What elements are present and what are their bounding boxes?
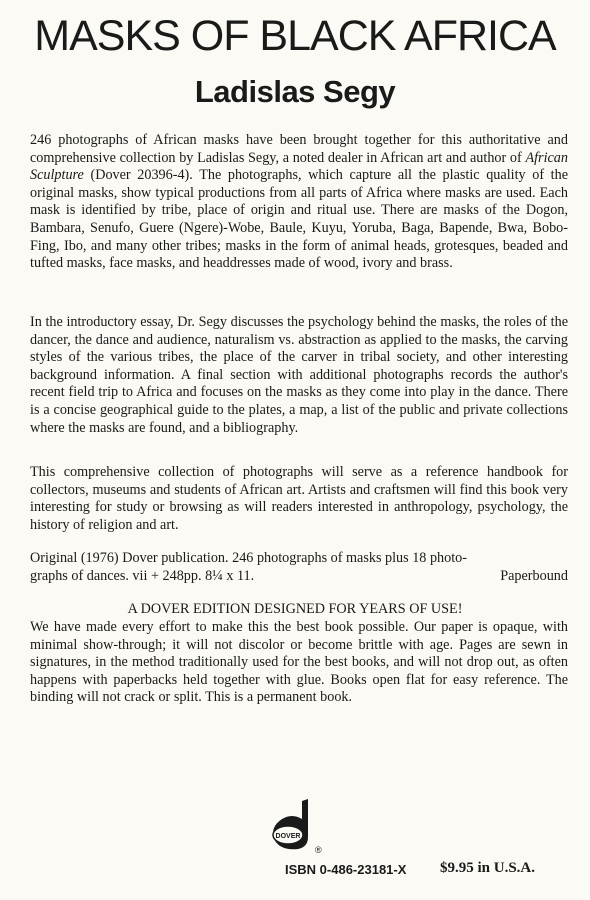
price: $9.95 in U.S.A.	[440, 860, 536, 876]
binding-type: Paperbound	[500, 567, 568, 584]
logo-text: DOVER	[275, 833, 301, 840]
publication-line-2: graphs of dances. vii + 248pp. 8¼ x 11.	[30, 567, 255, 584]
book-title: MASKS OF BLACK AFRICA	[34, 12, 556, 60]
registered-mark: ®	[315, 845, 322, 855]
dover-logo-icon	[268, 797, 330, 857]
isbn: ISBN 0-486-23181-X	[285, 862, 407, 877]
quality-paragraph: We have made every effort to make this the best book possible. Our paper is opaque, with minimal show-through; it will not discolor or become brittle with age. Pages are sewn in signatures, in the method traditionally used for the best books, and will not drop out, as often happens with paperbacks held together with glue. Books open flat for easy reference. The binding will not crack or split. This is a permanent book.	[30, 619, 568, 706]
description-paragraph	[30, 132, 568, 273]
author-name: Ladislas Segy	[194, 74, 396, 109]
description-text-end: (Dover 20396-4). The photographs, which capture all the plastic quality of the original masks, show typical productions from all parts of Africa where masks are used. Each mask is identified by tribe, place of origin and ritual use. There are masks of the Dogon, Bambara, Senufo, Guere (Ngere)-Wobe, Baule, Kuyu, Yoruba, Baga, Bapende, Bwa, Bobo-Fing, Ibo, and many other tribes; masks in the form of animal heads, grotesques, beaded and tufted masks, face masks, and headdresses made of wood, ivory and brass.	[30, 167, 568, 272]
essay-paragraph: In the introductory essay, Dr. Segy discusses the psychology behind the masks, the roles of the dancer, the dance and audience, naturalism vs. abstraction as applied to the masks, the carving styles of the various tribes, the place of the carver in tribal society, and other interesting background information. A final section with additional photographs records the author's recent field trip to Africa and focuses on the masks as they come into play in the dance. There is a concise geographical guide to the plates, a map, a list of the public and private collections where the masks are found, and a bibliography.	[30, 314, 568, 436]
audience-paragraph: This comprehensive collection of photographs will serve as a reference handbook for collectors, museums and students of African art. Artists and craftsmen will find this book very interesting for study or browsing as will readers interested in anthropology, psychology, the history of religion and art.	[30, 464, 568, 533]
edition-heading: A DOVER EDITION DESIGNED FOR YEARS OF USE!	[127, 601, 463, 617]
referenced-book-title: African Sculpture	[30, 149, 568, 184]
description-text-start: 246 photographs of African masks have been brought together for this authoritative and comprehensive collection by Ladislas Segy, a noted dealer in African art and author of	[30, 132, 568, 166]
publication-info	[30, 550, 568, 585]
publication-line-1: Original (1976) Dover publication. 246 photographs of masks plus 18 photo-	[30, 550, 467, 566]
